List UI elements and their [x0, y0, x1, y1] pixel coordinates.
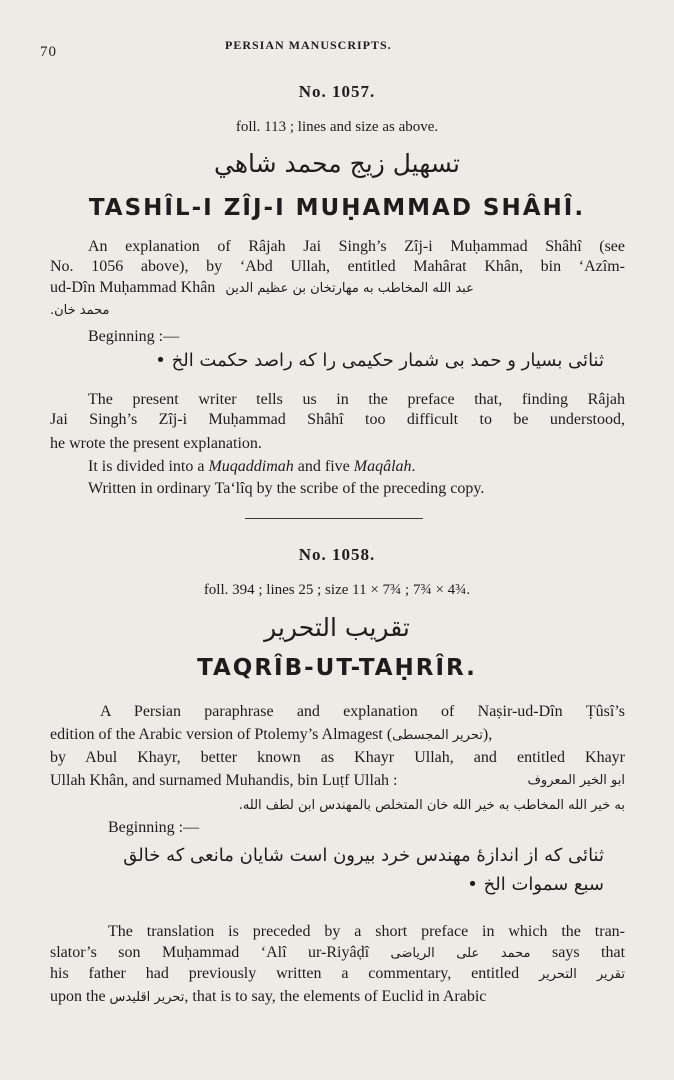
latin-segment: ud-Dîn Muḥammad Khân: [50, 279, 216, 296]
entry-arabic-title-1057: تسهيل زيج محمد شاهي: [214, 149, 460, 178]
beginning-arabic: ثنائی که از اندازهٔ مهندس خرد بيرون است شايان مانعی که خالق: [123, 845, 604, 866]
text-segment: .: [411, 458, 416, 475]
entry-number-1058: No. 1058.: [298, 545, 376, 564]
entry-title-1057: TASHÎL-I ZÎJ-I MUḤAMMAD SHÂHÎ.: [88, 195, 586, 221]
arabic-segment: محمد خان.: [50, 303, 110, 318]
entry-arabic-title-1058: تقريب التحرير: [264, 613, 410, 642]
section-divider: [245, 518, 423, 519]
latin-segment: slator’s son Muḥammad ‘Alî ur-Riyâḍî: [50, 944, 370, 961]
text-line: by Abul Khayr, better known as Khayr Ullah, and entitled Khayr: [50, 749, 625, 766]
entry-number-1057: No. 1057.: [298, 82, 376, 101]
latin-segment: upon the: [50, 988, 106, 1005]
page-number: 70: [40, 44, 57, 60]
text-segment: and five: [293, 458, 354, 475]
entry-title-1058: TAQRÎB-UT-TAḤRÎR.: [197, 655, 477, 681]
beginning-label: Beginning :—: [108, 819, 200, 836]
text-line: Jai Singh’s Zîj-i Muḥammad Shâhî too difficult to be understood,: [50, 411, 625, 428]
beginning-arabic: ثنائی بسيار و حمد بی شمار حکيمی را که راصد حکمت الخ •: [155, 350, 604, 371]
page-header: [40, 38, 630, 58]
text-line: he wrote the present explanation.: [50, 435, 262, 452]
arabic-segment: تحرير اقليدس: [109, 990, 185, 1005]
latin-segment: , that is to say, the elements of Euclid in Arabic: [184, 988, 487, 1005]
text-line: Written in ordinary Ta‘lîq by the scribe of the preceding copy.: [88, 480, 485, 497]
arabic-segment: عبد الله المخاطب به مهارتخان بن عظيم الدين: [225, 281, 474, 296]
text-segment: It is divided into a: [88, 458, 209, 475]
text-line-mixed: [50, 943, 625, 964]
text-line-mixed: [50, 278, 625, 299]
entry-foll-1057: foll. 113 ; lines and size as above.: [235, 119, 439, 135]
entry-foll-1058: foll. 394 ; lines 25 ; size 11 × 7¾ ; 7¾ × 4¾.: [203, 582, 471, 598]
text-line-mixed: [50, 725, 625, 746]
latin-segment: ),: [482, 726, 493, 743]
text-line: An explanation of Râjah Jai Singh’s Zîj-i Muḥammad Shâhî (see: [88, 238, 625, 255]
latin-segment: says that: [552, 944, 626, 961]
arabic-segment: محمد علی الرياضی: [390, 946, 531, 961]
arabic-segment: ابو الخير المعروف: [527, 773, 625, 788]
text-line: [50, 795, 625, 816]
arabic-segment: تقرير التحرير: [538, 967, 625, 982]
term-muqaddimah: Muqaddimah: [208, 458, 294, 475]
arabic-segment: تحرير المجسطی: [392, 728, 483, 743]
text-line: The translation is preceded by a short preface in which the tran-: [108, 923, 625, 940]
running-title: PERSIAN MANUSCRIPTS.: [225, 38, 392, 52]
text-line: [88, 457, 625, 477]
arabic-segment: به خير الله المخاطب به خير الله خان المتخلص بالمهندس ابن لطف الله.: [238, 798, 625, 813]
latin-segment: Ullah Khân, and surnamed Muhandis, bin Luṭf Ullah :: [50, 772, 398, 789]
latin-segment: his father had previously written a commentary, entitled: [50, 965, 520, 982]
beginning-label: Beginning :—: [88, 328, 180, 345]
text-line: A Persian paraphrase and explanation of Naṣir-ud-Dîn Ṭûsî’s: [100, 703, 625, 720]
beginning-arabic: سبع سموات الخ •: [467, 874, 604, 895]
text-line: The present writer tells us in the preface that, finding Râjah: [88, 391, 625, 408]
term-maqalah: Maqâlah: [353, 458, 412, 475]
text-line-mixed: [50, 771, 625, 791]
text-line-mixed: [50, 964, 625, 985]
text-line-mixed: [50, 987, 625, 1008]
text-line: [50, 300, 625, 321]
latin-segment: edition of the Arabic version of Ptolemy’s Almagest (: [50, 726, 393, 743]
text-line: No. 1056 above), by ‘Abd Ullah, entitled Mahârat Khân, bin ‘Azîm-: [50, 258, 625, 275]
